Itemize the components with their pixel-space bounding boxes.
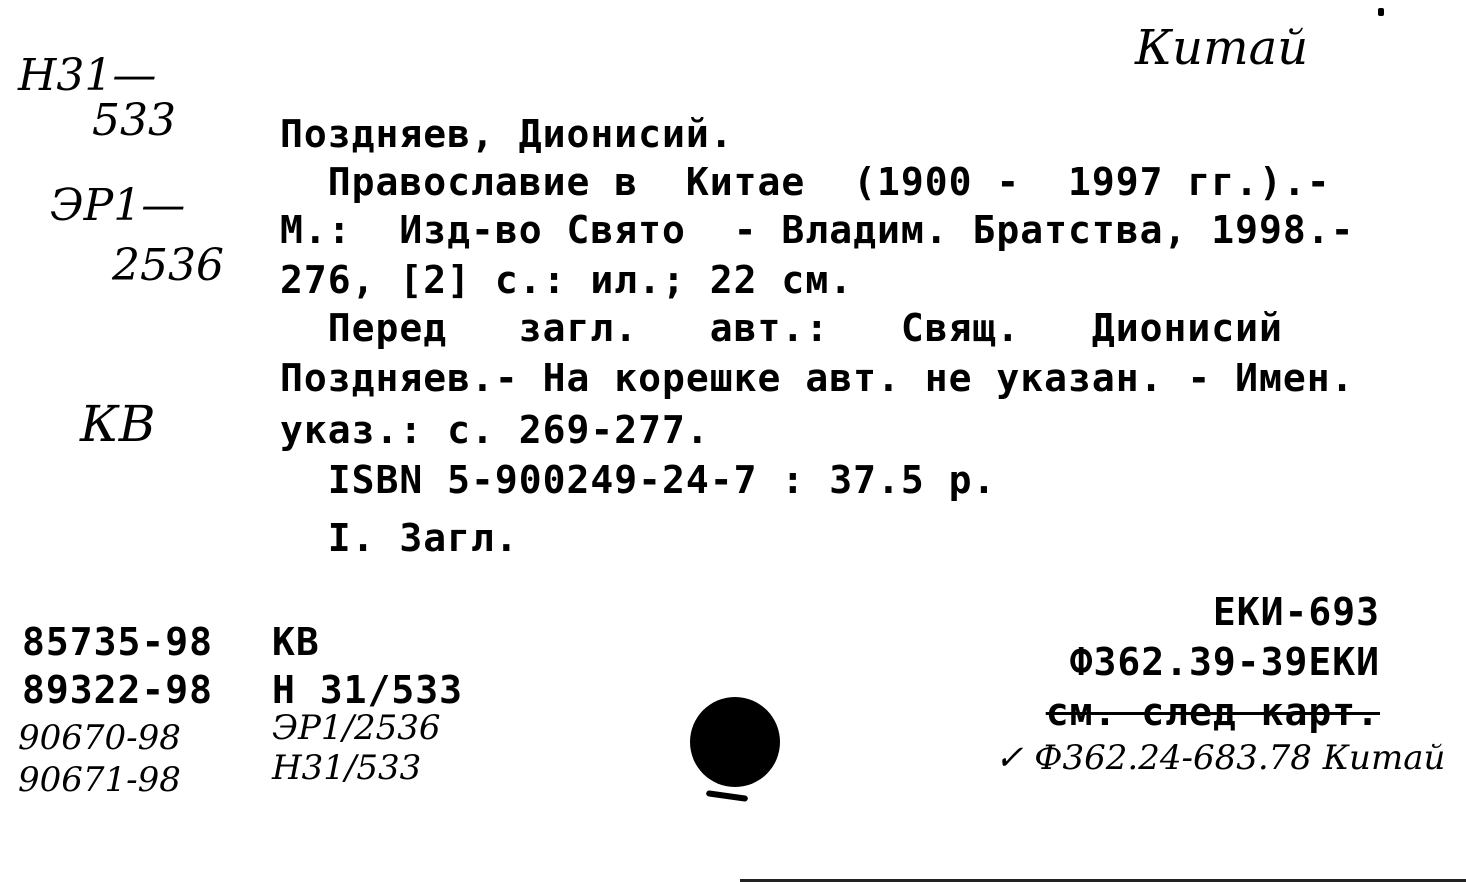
- card-punch-hole: [690, 697, 780, 787]
- body-line: ISBN 5-900249-24-7 : 37.5 р.: [280, 458, 997, 502]
- accession-code-handwritten: ЭР1/2536: [272, 708, 441, 748]
- accession-number: 89322-98: [22, 668, 214, 712]
- eki-number: ЕКИ-693: [1212, 590, 1380, 634]
- accession-code-handwritten: Н31/533: [272, 748, 422, 788]
- accession-code: КВ: [272, 620, 320, 664]
- struck-reference-note: см. след карт.: [1045, 690, 1380, 734]
- accession-number-handwritten: 90671-98: [18, 760, 181, 800]
- classification-code: Ф362.39-39ЕКИ: [1069, 640, 1380, 684]
- shelfmark-2-bottom: 2536: [112, 240, 224, 291]
- shelfmark-1-bottom: 533: [92, 95, 176, 146]
- accession-number: 85735-98: [22, 620, 214, 664]
- accession-code: Н 31/533: [272, 668, 464, 712]
- handwritten-subject-note: Китай: [1135, 20, 1309, 76]
- location-mark: КВ: [80, 395, 156, 453]
- body-line: Поздняев, Дионисий.: [280, 112, 734, 156]
- accession-number-handwritten: 90670-98: [18, 718, 181, 758]
- body-line: М.: Изд-во Свято - Владим. Братства, 1998.-: [280, 208, 1355, 252]
- body-line: 276, [2] с.: ил.; 22 см.: [280, 258, 854, 302]
- body-line: указ.: с. 269-277.: [280, 408, 710, 452]
- ink-speck: [1378, 8, 1384, 16]
- body-line: Поздняев.- На корешке авт. не указан. - Имен.: [280, 356, 1355, 400]
- body-line: Православие в Китае (1900 - 1997 гг.).-: [280, 160, 1331, 204]
- shelfmark-2-top: ЭР1—: [50, 180, 186, 231]
- shelfmark-1-top: Н31—: [18, 50, 157, 101]
- body-line: I. Загл.: [280, 516, 519, 560]
- body-line: Перед загл. авт.: Свящ. Дионисий: [280, 306, 1283, 350]
- handwritten-classification-code: ✓ Ф362.24-683.78 Китай: [995, 738, 1446, 778]
- card-punch-hole-mark: [706, 790, 748, 802]
